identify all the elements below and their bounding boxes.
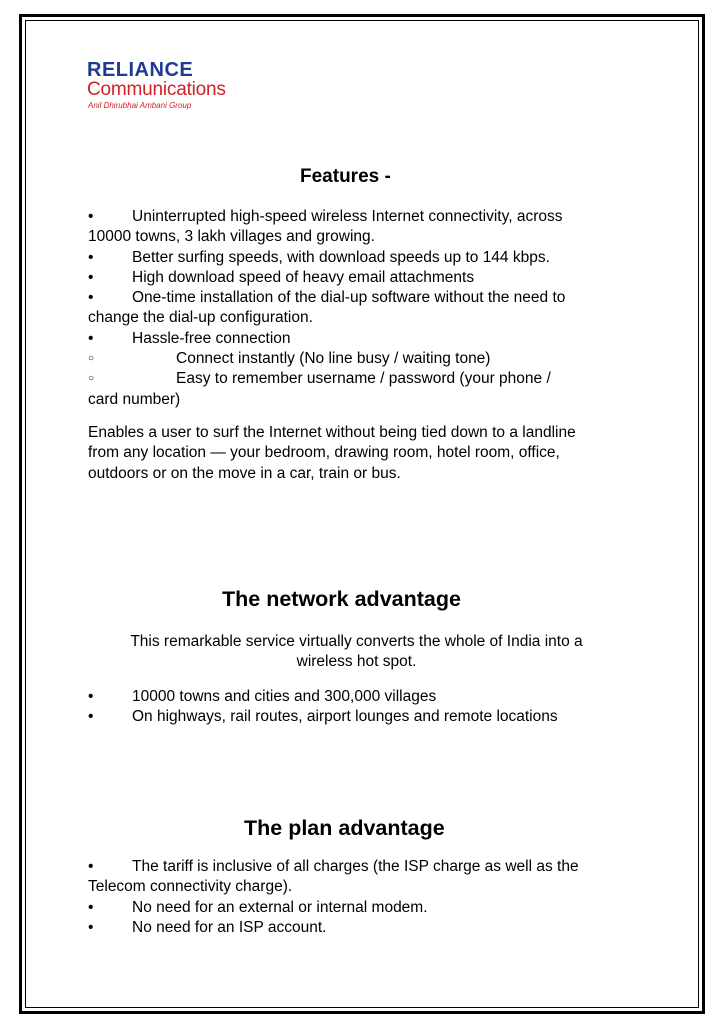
- list-item-text: One-time installation of the dial-up software without the need to: [132, 289, 566, 307]
- intro-line: wireless hot spot.: [296, 653, 417, 671]
- plan-heading: The plan advantage: [244, 816, 445, 840]
- features-list: [88, 207, 566, 410]
- bullet-icon: •: [88, 289, 94, 307]
- list-item-text: 10000 towns, 3 lakh villages and growing.: [88, 228, 375, 246]
- circle-bullet-icon: ○: [88, 373, 95, 385]
- list-item-text: Easy to remember username / password (your phone /: [176, 370, 551, 388]
- list-item-text: The tariff is inclusive of all charges (the ISP charge as well as the: [132, 858, 579, 875]
- list-item-text: Connect instantly (No line busy / waiting tone): [176, 350, 491, 368]
- features-paragraph: [88, 423, 576, 484]
- bullet-icon: •: [88, 708, 94, 726]
- list-item-continuation: [88, 308, 375, 328]
- paragraph-line: from any location — your bedroom, drawing room, hotel room, office,: [88, 444, 560, 462]
- reliance-logo: [87, 60, 227, 116]
- list-item-text: High download speed of heavy email attachments: [132, 268, 475, 286]
- bullet-icon: •: [88, 268, 94, 286]
- list-item: [88, 288, 566, 308]
- list-item-text: No need for an external or internal modem.: [132, 898, 428, 916]
- paragraph-line: outdoors or on the move in a car, train or bus.: [88, 464, 401, 482]
- sub-list-item: [88, 349, 491, 369]
- list-item-text: change the dial-up configuration.: [88, 309, 313, 327]
- list-item-text: card number): [88, 390, 181, 408]
- list-item: [88, 207, 563, 227]
- bullet-icon: •: [88, 688, 94, 705]
- list-item-continuation: [88, 390, 375, 410]
- list-item-text: Hassle-free connection: [132, 329, 291, 347]
- logo-line-1: RELIANCE: [87, 59, 194, 81]
- logo-line-2: Communications: [87, 79, 226, 100]
- bullet-icon: •: [88, 208, 94, 225]
- list-item: [88, 329, 375, 349]
- sub-list-item: [88, 369, 551, 389]
- paragraph-line: Enables a user to surf the Internet without being tied down to a landline: [88, 424, 576, 441]
- list-item-text: Uninterrupted high-speed wireless Internet connectivity, across: [132, 208, 563, 225]
- list-item: [88, 898, 428, 918]
- bullet-icon: •: [88, 329, 94, 347]
- logo-line-3: Anil Dhirubhai Ambani Group: [88, 101, 192, 110]
- list-item: [88, 268, 475, 288]
- list-item: [88, 248, 550, 268]
- list-item-continuation: [88, 227, 375, 247]
- bullet-icon: •: [88, 918, 94, 936]
- list-item-text: 10000 towns and cities and 300,000 villages: [132, 688, 437, 705]
- list-item-text: No need for an ISP account.: [132, 918, 327, 936]
- circle-bullet-icon: ○: [88, 353, 95, 365]
- intro-line: This remarkable service virtually converts the whole of India into a: [130, 633, 583, 650]
- bullet-icon: •: [88, 858, 94, 875]
- features-heading: Features -: [300, 166, 391, 187]
- plan-list: [88, 857, 579, 938]
- network-heading: The network advantage: [222, 587, 461, 611]
- bullet-icon: •: [88, 898, 94, 916]
- network-intro: [88, 632, 625, 673]
- list-item-continuation: [88, 877, 292, 897]
- list-item-text: Better surfing speeds, with download speeds up to 144 kbps.: [132, 248, 550, 266]
- bullet-icon: •: [88, 248, 94, 266]
- list-item: [88, 918, 327, 938]
- list-item-text: Telecom connectivity charge).: [88, 878, 293, 896]
- list-item-text: On highways, rail routes, airport lounges and remote locations: [132, 708, 558, 726]
- list-item: [88, 857, 579, 877]
